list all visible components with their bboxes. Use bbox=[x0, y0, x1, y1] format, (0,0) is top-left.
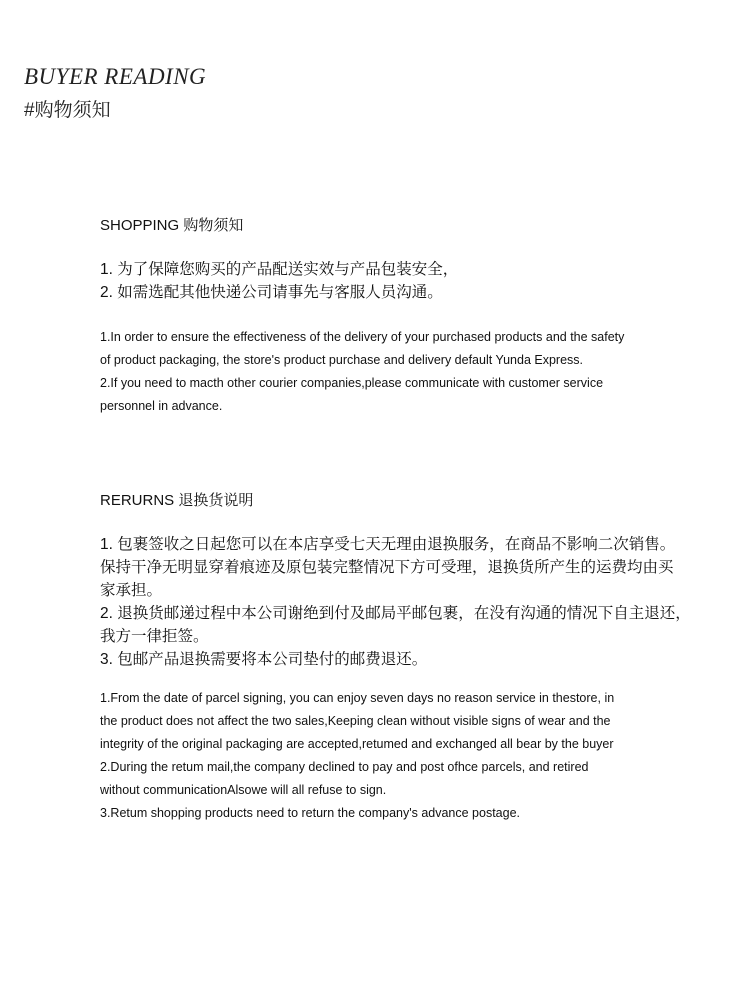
shopping-en-line: personnel in advance. bbox=[100, 399, 223, 413]
shopping-en-line: of product packaging, the store's product purchase and delivery default Yunda Express. bbox=[100, 353, 584, 367]
returns-cn-line: 家承担。 bbox=[100, 582, 163, 599]
shopping-section-title: SHOPPING 购物须知 bbox=[100, 217, 244, 234]
returns-cn-line: 3. 包邮产品退换需要将本公司垫付的邮费退还。 bbox=[100, 651, 428, 668]
page-subtitle: #购物须知 bbox=[24, 100, 111, 121]
returns-cn-line: 1. 包裹签收之日起您可以在本店享受七天无理由退换服务，在商品不影响二次销售。 bbox=[100, 536, 676, 553]
returns-en-line: 2.During the retum mail,the company declined to pay and post ofhce parcels, and retired bbox=[100, 760, 589, 774]
returns-en-line: without communicationAlsowe will all refuse to sign. bbox=[100, 783, 387, 797]
returns-en-line: 1.From the date of parcel signing, you can enjoy seven days no reason service in thestore, in bbox=[100, 691, 615, 705]
page-title: BUYER READING bbox=[24, 64, 207, 89]
returns-en-line: integrity of the original packaging are accepted,retumed and exchanged all bear by the buyer bbox=[100, 737, 614, 751]
shopping-chinese-notes bbox=[100, 258, 458, 304]
returns-section-title: RERURNS 退换货说明 bbox=[100, 492, 254, 509]
shopping-cn-line: 2. 如需选配其他快递公司请事先与客服人员沟通。 bbox=[100, 284, 443, 301]
shopping-en-line: 2.If you need to macth other courier companies,please communicate with customer service bbox=[100, 376, 604, 390]
shopping-english-notes bbox=[100, 326, 624, 418]
returns-cn-line: 2. 退换货邮递过程中本公司谢绝到付及邮局平邮包裹，在没有沟通的情况下自主退还， bbox=[100, 605, 691, 622]
shopping-cn-line: 1. 为了保障您购买的产品配送实效与产品包装安全， bbox=[100, 261, 459, 278]
returns-cn-line: 保持干净无明显穿着痕迹及原包装完整情况下方可受理，退换货所产生的运费均由买 bbox=[100, 559, 674, 576]
returns-chinese-notes bbox=[100, 533, 691, 671]
returns-english-notes bbox=[100, 687, 614, 825]
shopping-en-line: 1.In order to ensure the effectiveness of the delivery of your purchased products and the safety bbox=[100, 330, 625, 344]
returns-en-line: the product does not affect the two sales,Keeping clean without visible signs of wear and the bbox=[100, 714, 611, 728]
returns-en-line: 3.Retum shopping products need to return the company's advance postage. bbox=[100, 806, 521, 820]
returns-cn-line: 我方一律拒签。 bbox=[100, 628, 209, 645]
